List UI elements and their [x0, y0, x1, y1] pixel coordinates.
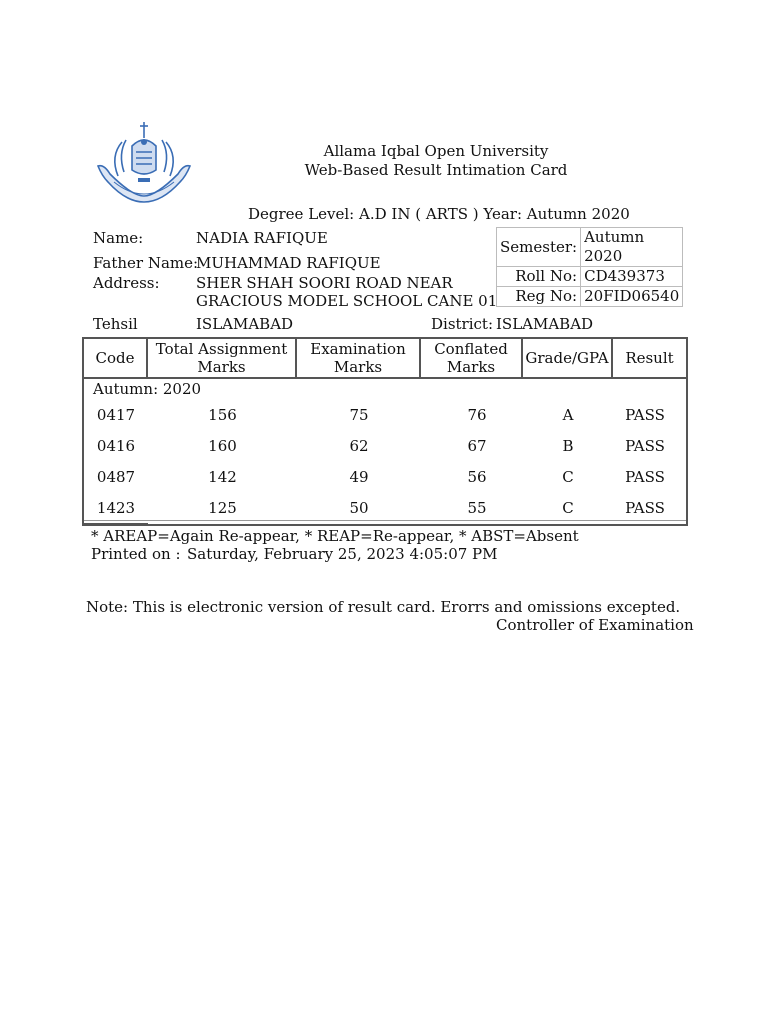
semester-value: Autumn 2020: [581, 228, 683, 267]
column-header-text: Conflated: [434, 340, 508, 358]
column-header-text: Marks: [197, 358, 246, 376]
student-name: NADIA RAFIQUE: [196, 229, 328, 247]
district-value: ISLAMABAD: [496, 315, 594, 333]
table-cell-grade: B: [562, 437, 574, 455]
table-cell-result: PASS: [625, 406, 665, 424]
table-cell-conflated: 76: [467, 406, 487, 424]
column-header-grade: [523, 339, 613, 377]
reg-number-row: [497, 287, 683, 307]
roll-number-row: [497, 267, 683, 287]
column-header-conflated: [421, 339, 523, 377]
reg-number-label: Reg No:: [497, 287, 581, 307]
degree-level-line: Degree Level: A.D IN ( ARTS ) Year: Autumn 2020: [248, 205, 630, 223]
table-cell-conflated: 67: [467, 437, 487, 455]
column-header-text: Code: [95, 349, 135, 367]
semester-group-label: Autumn: 2020: [93, 380, 202, 398]
table-cell-examination: 50: [349, 499, 369, 517]
table-cell-result: PASS: [625, 499, 665, 517]
table-cell-assignment: 160: [208, 437, 237, 455]
address-line-1: SHER SHAH SOORI ROAD NEAR: [196, 274, 453, 292]
address-line-2: GRACIOUS MODEL SCHOOL CANE 01: [196, 292, 498, 310]
controller-signature-line: Controller of Examination: [496, 616, 694, 634]
district-label: District:: [431, 315, 493, 333]
printed-on-value: Saturday, February 25, 2023 4:05:07 PM: [187, 545, 498, 563]
semester-row: [497, 228, 683, 267]
table-cell-assignment: 125: [208, 499, 237, 517]
table-cell-examination: 75: [349, 406, 369, 424]
table-cell-assignment: 156: [208, 406, 237, 424]
column-header-text: Result: [625, 349, 674, 367]
column-header-text: Marks: [333, 358, 383, 376]
table-cell-assignment: 142: [208, 468, 237, 486]
table-cell-grade: C: [562, 499, 574, 517]
semester-label: Semester:: [497, 228, 581, 267]
table-cell-grade: C: [562, 468, 574, 486]
column-header-examination: [297, 339, 421, 377]
disclaimer-note: Note: This is electronic version of result card. Erorrs and omissions excepted.: [86, 598, 681, 616]
name-label: Name:: [93, 229, 144, 247]
university-name: Allama Iqbal Open University: [323, 142, 549, 160]
status-legend: * AREAP=Again Re-appear, * REAP=Re-appear, * ABST=Absent: [91, 527, 579, 545]
table-cell-result: PASS: [625, 437, 665, 455]
roll-number-label: Roll No:: [497, 267, 581, 287]
table-cell-examination: 49: [349, 468, 369, 486]
reg-number-value: 20FID06540: [581, 287, 683, 307]
column-header-text: Total Assignment: [155, 340, 288, 358]
father-name-label: Father Name:: [93, 254, 199, 272]
table-cell-grade: A: [562, 406, 574, 424]
semester-info-box: [496, 227, 683, 307]
father-name: MUHAMMAD RAFIQUE: [196, 254, 381, 272]
tehsil-label: Tehsil: [93, 315, 138, 333]
printed-on-label: Printed on :: [91, 545, 181, 563]
column-header-result: [613, 339, 686, 377]
tehsil-value: ISLAMABAD: [196, 315, 294, 333]
column-header-text: Grade/GPA: [525, 349, 609, 367]
roll-number-value: CD439373: [581, 267, 683, 287]
table-cell-code: 1423: [96, 499, 136, 517]
table-cell-code: 0416: [96, 437, 136, 455]
table-bottom-divider: [84, 520, 686, 521]
table-cell-conflated: 55: [467, 499, 487, 517]
table-cell-code: 0417: [96, 406, 136, 424]
column-header-code: [84, 339, 148, 377]
column-header-text: Marks: [446, 358, 496, 376]
card-title: Web-Based Result Intimation Card: [304, 161, 568, 179]
table-cell-examination: 62: [349, 437, 369, 455]
column-header-text: Examination: [310, 340, 406, 358]
table-cell-code: 0487: [96, 468, 136, 486]
table-cell-result: PASS: [625, 468, 665, 486]
table-cell-conflated: 56: [467, 468, 487, 486]
column-header-assignment: [148, 339, 297, 377]
results-header: [84, 339, 686, 379]
results-table: [82, 337, 688, 526]
table-bottom-accent: [84, 523, 148, 526]
address-label: Address:: [93, 274, 160, 292]
